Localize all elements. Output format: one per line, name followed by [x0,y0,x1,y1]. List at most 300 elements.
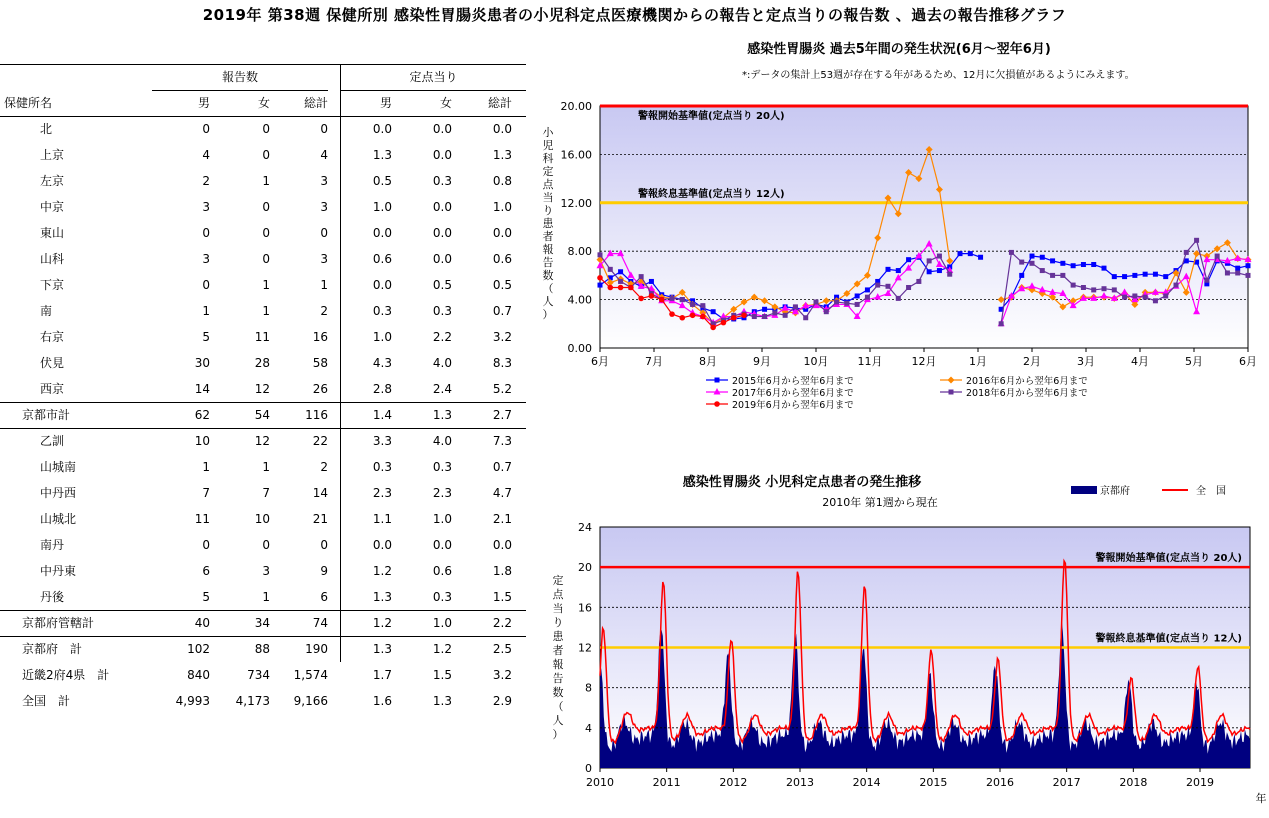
y-axis-label-char: 者 [542,230,554,243]
data-point [1153,272,1158,277]
data-point [608,267,613,272]
data-point [1040,268,1045,273]
data-point [1102,266,1107,271]
data-point [670,296,675,301]
data-point [618,269,623,274]
chart-subtitle: 2010年 第1週から現在 [822,496,938,509]
data-point [1143,272,1148,277]
legend-marker [714,388,721,395]
row-value: 0 [202,278,210,292]
row-value: 0.6 [432,564,452,578]
row-value: 1.3 [432,408,452,422]
table-row [0,584,526,610]
row-value: 22 [312,434,328,448]
legend-label: 京都府 [1100,486,1130,497]
threshold-label: 警報開始基準値(定点当り 20人) [1095,553,1242,565]
legend-label: 2015年6月から翌年6月まで [732,376,854,387]
row-value: 0.3 [432,460,452,474]
row-value: 1 [262,278,270,292]
row-value: 1.0 [432,616,452,630]
data-point [1194,238,1199,243]
table-row [0,610,526,636]
row-name: 中京 [40,200,65,214]
x-tick-label: 6月 [591,355,609,368]
data-point [1122,295,1127,300]
x-tick-label: 2013 [786,776,814,789]
y-axis-label-char: 数 [552,686,564,699]
row-value: 10 [194,434,210,448]
legend-label: 2019年6月から翌年6月まで [732,400,854,411]
y-axis-label-char: 点 [542,178,554,191]
row-value: 2.1 [492,512,512,526]
x-tick-label: 3月 [1077,355,1095,368]
row-value: 0 [320,122,328,136]
chart-note: *:データの集計上53週が存在する年があるため、12月に欠損値があるようにみえます。 [742,70,1135,81]
row-value: 0.6 [372,252,392,266]
row-value: 1.0 [372,200,392,214]
x-tick-label: 7月 [645,355,663,368]
row-value: 1.6 [372,694,392,708]
row-value: 14 [312,486,328,500]
row-value: 8.3 [492,356,512,370]
page-title: 2019年 第38週 保健所別 感染性胃腸炎患者の小児科定点医療機関からの報告と定点当りの報告数 、過去の報告推移グラフ [202,6,1067,24]
data-point [1030,261,1035,266]
table-row [0,298,526,324]
group-header-counts: 報告数 [221,70,258,84]
row-value: 734 [247,668,270,682]
y-axis-label-char: 点 [552,588,564,601]
row-value: 21 [312,512,328,526]
row-value: 1 [320,278,328,292]
y-axis-label-char: 人 [552,714,564,727]
row-value: 1.3 [372,590,392,604]
data-point [937,254,942,259]
y-axis-label-char: ） [552,728,564,741]
y-axis-label-char: 当 [542,191,554,204]
chart-title: 感染性胃腸炎 過去5年間の発生状況(6月～翌年6月) [747,42,1051,57]
row-name: 下京 [40,278,65,292]
data-point [886,267,891,272]
chart-title: 感染性胃腸炎 小児科定点患者の発生推移 [682,475,922,490]
legend-swatch [1071,486,1097,494]
row-value: 0.5 [372,174,392,188]
x-axis-label: 年 [1255,792,1267,805]
y-axis-label-char: 児 [542,139,554,152]
row-value: 30 [194,356,210,370]
data-point [1050,258,1055,263]
row-value: 7.3 [492,434,512,448]
x-tick-label: 5月 [1185,355,1203,368]
data-point [1235,266,1240,271]
data-point [1040,255,1045,260]
legend-label: 2018年6月から翌年6月まで [966,388,1088,399]
row-value: 54 [254,408,270,422]
row-value: 1.2 [372,564,392,578]
data-point [1153,298,1158,303]
y-axis-label-char: （ [542,282,554,295]
legend-marker [714,401,720,407]
data-point [916,279,921,284]
row-value: 5 [202,330,210,344]
data-point [886,284,891,289]
row-value: 0 [202,226,210,240]
data-point [906,257,911,262]
y-tick-label: 12 [578,641,592,655]
row-value: 0 [262,538,270,552]
data-point [1030,254,1035,259]
data-point [598,283,603,288]
y-tick-label: 20 [578,561,592,575]
y-axis-label-char: 者 [552,644,564,657]
y-tick-label: 8.00 [567,245,592,259]
row-value: 0.0 [492,538,512,552]
row-value: 0 [262,148,270,162]
table-row [0,454,526,480]
row-separator [0,428,526,429]
row-value: 3 [320,174,328,188]
data-point [639,274,644,279]
table-row [0,532,526,558]
x-tick-label: 8月 [699,355,717,368]
legend-marker [715,378,720,383]
data-point [896,296,901,301]
y-tick-label: 16.00 [560,148,592,162]
data-point [1112,287,1117,292]
row-value: 6 [202,564,210,578]
row-value: 1.4 [372,408,392,422]
row-value: 2 [202,174,210,188]
data-point [711,309,716,314]
row-value: 11 [194,512,210,526]
data-point [1163,293,1168,298]
column-header: 男 [197,96,210,110]
row-value: 0.3 [432,304,452,318]
row-value: 58 [312,356,328,370]
x-tick-label: 2019 [1186,776,1214,789]
row-value: 12 [254,382,270,396]
row-value: 2 [320,304,328,318]
row-value: 2.3 [432,486,452,500]
table-row [0,194,526,220]
data-point [1081,262,1086,267]
column-header: 総計 [303,96,328,110]
row-value: 0.3 [432,590,452,604]
data-point [1225,270,1230,275]
row-value: 1.7 [372,668,392,682]
x-tick-label: 2014 [852,776,881,789]
row-name: 北 [40,122,53,136]
row-name: 中丹東 [40,564,77,578]
group-header-per-site: 定点当り [409,70,458,84]
data-point [628,285,634,291]
data-point [1235,270,1240,275]
x-tick-label: 2012 [719,776,748,789]
row-name: 丹後 [40,590,65,604]
legend-label: 2016年6月から翌年6月まで [966,376,1088,387]
row-value: 4,993 [175,694,210,708]
data-point [844,301,849,306]
table-row [0,662,526,688]
row-value: 2.9 [492,694,512,708]
row-value: 0.3 [432,174,452,188]
row-value: 12 [254,434,270,448]
table-row [0,116,526,142]
data-point [607,285,613,291]
row-value: 0.7 [492,304,512,318]
row-value: 1.2 [372,616,392,630]
y-axis-label-char: 数 [542,269,554,282]
row-value: 3.2 [492,668,512,682]
y-axis-label-char: 定 [542,165,554,178]
row-value: 0 [262,200,270,214]
row-value: 14 [194,382,210,396]
row-value: 28 [254,356,270,370]
data-point [618,285,624,291]
y-axis-label-char: 小 [542,126,554,139]
row-separator [0,610,526,611]
data-point [690,302,695,307]
y-axis-label-char: 人 [542,295,554,308]
row-value: 116 [305,408,328,422]
row-name: 全国 計 [22,694,71,708]
table-row [0,428,526,454]
row-value: 9 [320,564,328,578]
row-value: 9,166 [293,694,328,708]
row-value: 11 [254,330,270,344]
row-value: 0 [202,122,210,136]
data-point [710,325,716,331]
table-row [0,688,526,714]
row-value: 0.0 [432,148,452,162]
table-row [0,142,526,168]
data-point [741,313,747,319]
row-value: 2.2 [432,330,452,344]
row-value: 2 [320,460,328,474]
row-value: 1.3 [372,148,392,162]
data-point [1071,283,1076,288]
y-axis-label-char: 患 [552,630,564,643]
row-value: 6 [320,590,328,604]
legend-marker [948,377,955,384]
row-name: 山科 [40,252,65,266]
data-point [1091,262,1096,267]
row-value: 0 [320,538,328,552]
x-tick-label: 2月 [1023,355,1041,368]
row-value: 0 [262,252,270,266]
row-value: 1 [202,304,210,318]
row-value: 74 [312,616,328,630]
row-value: 1 [262,174,270,188]
column-header: 総計 [487,96,512,110]
data-point [968,251,973,256]
row-value: 1.5 [432,668,452,682]
x-tick-label: 2017 [1052,776,1081,789]
x-tick-label: 2015 [919,776,948,789]
table-row [0,350,526,376]
row-value: 7 [262,486,270,500]
row-value: 3 [320,252,328,266]
row-value: 4 [320,148,328,162]
row-name: 右京 [40,330,65,344]
data-point [783,313,788,318]
data-point [875,283,880,288]
data-point [1060,273,1065,278]
data-point [834,300,839,305]
row-name: 南 [40,304,53,318]
row-value: 3 [202,200,210,214]
data-point [1102,286,1107,291]
row-value: 1.2 [432,642,452,656]
row-value: 1.0 [492,200,512,214]
row-value: 0 [262,122,270,136]
row-value: 1.3 [432,694,452,708]
row-name: 西京 [40,382,65,396]
row-name: 上京 [40,148,65,162]
data-point [1163,274,1168,279]
threshold-label: 警報終息基準値(定点当り 12人) [638,188,785,200]
data-point [824,309,829,314]
data-point [865,287,870,292]
row-value: 0.3 [372,304,392,318]
data-point [958,251,963,256]
row-value: 2.4 [432,382,452,396]
column-header: 女 [439,96,452,110]
data-point [700,314,706,320]
row-value: 1 [262,460,270,474]
data-point [618,279,623,284]
row-value: 34 [254,616,270,630]
row-value: 4.0 [432,356,452,370]
data-point [947,272,952,277]
row-value: 62 [194,408,210,422]
y-axis-label-char: り [552,616,564,629]
row-name: 京都市計 [22,408,71,422]
row-name: 近畿2府4県 計 [22,668,110,682]
y-tick-label: 12.00 [560,196,592,210]
data-point [927,269,932,274]
table-row [0,168,526,194]
data-point [927,258,932,263]
row-name: 乙訓 [40,434,65,448]
row-value: 0.0 [432,252,452,266]
row-value: 4.3 [372,356,392,370]
trend-area-chart [530,466,1269,818]
table-row [0,558,526,584]
row-value: 0.8 [492,174,512,188]
row-value: 3.2 [492,330,512,344]
y-tick-label: 0.00 [567,342,592,355]
data-point [1132,273,1137,278]
data-point [1122,274,1127,279]
y-axis-label-char: 報 [552,658,564,671]
data-point [752,314,757,319]
row-value: 2.7 [492,408,512,422]
row-value: 88 [254,642,270,656]
y-axis-label-char: 告 [552,672,564,685]
row-value: 5 [202,590,210,604]
row-value: 0.0 [372,278,392,292]
data-point [1246,263,1251,268]
row-separator [0,636,526,637]
row-value: 2.2 [492,616,512,630]
y-tick-label: 8 [585,681,592,695]
row-name: 山城北 [40,512,77,526]
row-value: 7 [202,486,210,500]
row-value: 0 [320,226,328,240]
data-point [679,315,685,321]
column-header: 男 [379,96,392,110]
x-tick-label: 9月 [753,355,771,368]
row-value: 3 [262,564,270,578]
five-year-line-chart [530,36,1269,416]
x-tick-label: 2018 [1119,776,1148,789]
data-point [1009,250,1014,255]
row-value: 40 [194,616,210,630]
data-point [1174,283,1179,288]
y-tick-label: 20.00 [560,100,592,113]
x-tick-label: 1月 [969,355,987,368]
table-row [0,220,526,246]
column-header: 女 [257,96,270,110]
row-value: 1.3 [492,148,512,162]
row-value: 1.3 [372,642,392,656]
data-point [762,314,767,319]
row-name: 京都府 計 [22,642,83,656]
y-axis-label-char: （ [552,700,564,713]
row-name: 伏見 [40,356,65,370]
data-point [793,304,798,309]
data-point [690,313,696,319]
threshold-label: 警報開始基準値(定点当り 20人) [638,111,785,122]
row-value: 190 [305,642,328,656]
data-point [1143,295,1148,300]
x-tick-label: 10月 [803,355,829,368]
row-value: 0.0 [432,200,452,214]
row-name: 山城南 [40,460,77,474]
table-row [0,246,526,272]
data-point [649,279,654,284]
row-value: 0.0 [372,122,392,136]
y-axis-label-char: 当 [552,602,564,615]
row-value: 0.0 [492,226,512,240]
data-point [1060,261,1065,266]
row-value: 1.1 [372,512,392,526]
y-axis-label-char: 報 [542,243,554,256]
data-point [1112,274,1117,279]
table-row [0,636,526,662]
row-value: 0.3 [372,460,392,474]
data-point [680,297,685,302]
data-point [1246,273,1251,278]
row-value: 840 [187,668,210,682]
row-value: 2.8 [372,382,392,396]
row-value: 0 [262,226,270,240]
table-row [0,506,526,532]
row-name: 南丹 [40,538,65,552]
data-point [1050,273,1055,278]
data-point [937,268,942,273]
row-value: 26 [312,382,328,396]
row-value: 1 [262,590,270,604]
table-row [0,402,526,428]
row-value: 16 [312,330,328,344]
row-value: 1 [262,304,270,318]
table-row [0,376,526,402]
y-axis-label-char: 科 [542,152,554,165]
data-point [1019,273,1024,278]
data-point [855,302,860,307]
data-point [659,297,665,303]
